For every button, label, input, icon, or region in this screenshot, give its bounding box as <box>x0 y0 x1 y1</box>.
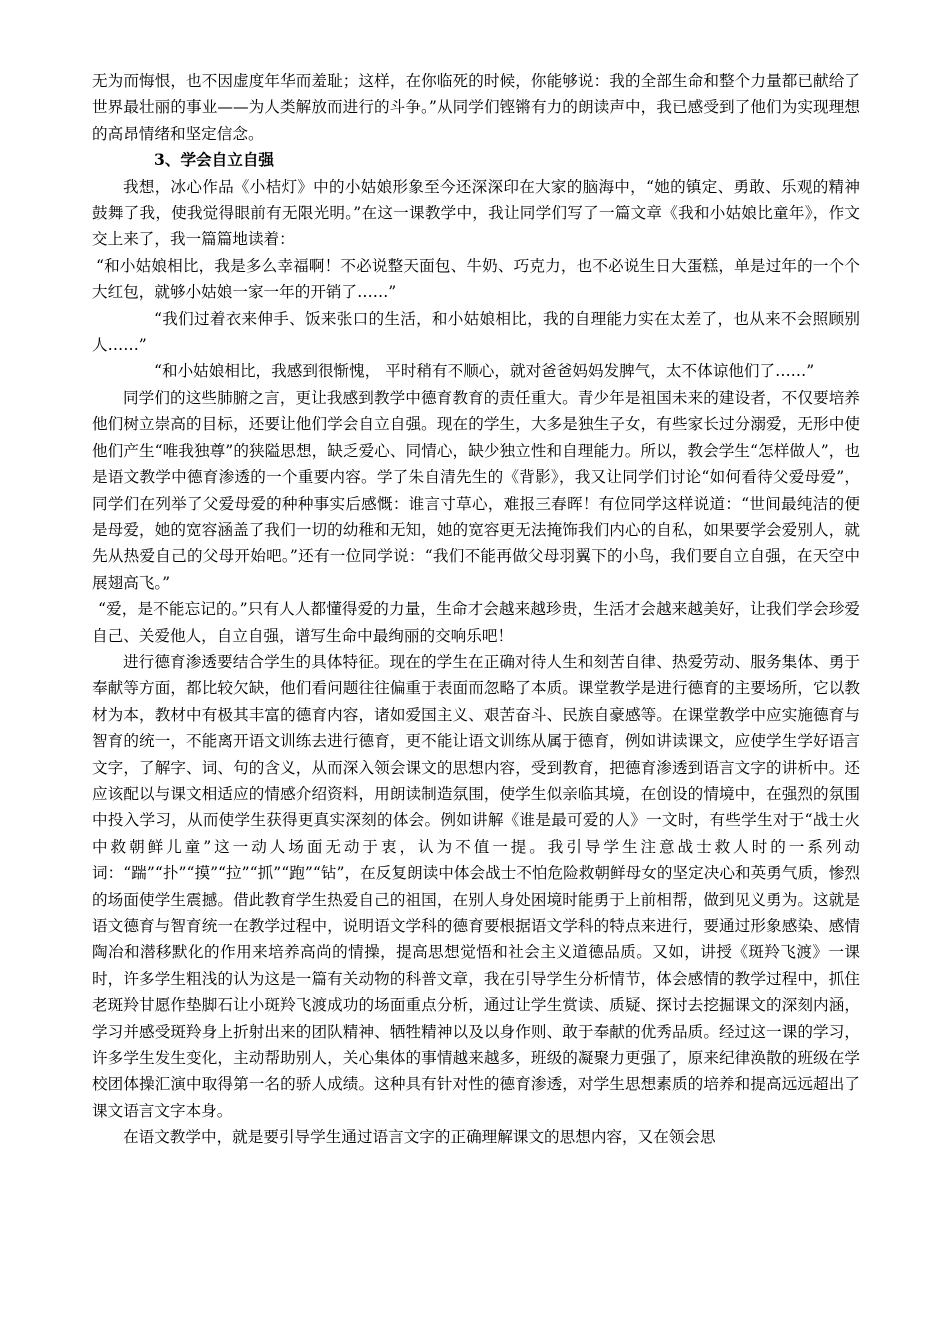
paragraph-quote-end: 无为而悔恨，也不因虚度年华而羞耻；这样，在你临死的时候，你能够说：我的全部生命和整个力量都已献给了世界最壮丽的事业——为人类解放而进行的斗争。”从同学们铿锵有力的朗读声中，我已感受到了他们为实现理想的高昂情绪和坚定信念。 <box>92 72 860 143</box>
student-quote-3: “和小姑娘相比，我感到很惭愧， 平时稍有不顺心，就对爸爸妈妈发脾气，太不体谅他们了……” <box>154 362 815 381</box>
student-quote-2: “我们过着衣来伸手、饭来张口的生活，和小姑娘相比，我的自理能力实在太差了，也从来不会照顾别人……” <box>92 309 860 355</box>
paragraph-reflection: 同学们的这些肺腑之言，更让我感到教学中德育教育的责任重大。青少年是祖国未来的建设者，不仅要培养他们树立崇高的目标，还要让他们学会自立自强。现在的学生，大多是独生子女，有些家长过分溺爱，无形中使他们产生“唯我独尊”的狭隘思想，缺乏爱心、同情心，缺少独立性和自理能力。所以，教会学生“怎样做人”，也是语文教学中德育渗透的一个重要内容。学了朱自清先生的《背影》，我又让同学们讨论“如何看待父爱母爱”，同学们在列举了父爱母爱的种种事实后感慨：谁言寸草心，难报三春晖！有位同学这样说道：“世间最纯洁的便是母爱，她的宽容涵盖了我们一切的幼稚和无知，她的宽容更无法掩饰我们内心的自私，如果要学会爱别人，就先从热爱自己的父母开始吧。”还有一位同学说：“我们不能再做父母羽翼下的小鸟，我们要自立自强，在天空中展翅高飞。” <box>92 388 860 592</box>
body-text <box>92 68 860 1151</box>
paragraph-closing: 在语文教学中，就是要引导学生通过语言文字的正确理解课文的思想内容，又在领会思 <box>123 1128 716 1147</box>
paragraph-moral-education: 进行德育渗透要结合学生的具体特征。现在的学生在正确对待人生和刻苦自律、热爱劳动、服务集体、勇于奉献等方面，都比较欠缺，他们看问题往往偏重于表面而忽略了本质。课堂教学是进行德育的主要场所，它以教材为本，教材中有极其丰富的德育内容，诸如爱国主义、艰苦奋斗、民族自豪感等。在课堂教学中应实施德育与智育的统一，不能离开语文训练去进行德育，更不能让语文训练从属于德育，例如讲读课文，应使学生学好语言文字，了解字、词、句的含义，从而深入领会课文的思想内容，受到教育，把德育渗透到语言文字的讲析中。还应该配以与课文相适应的情感介绍资料，用朗读制造氛围，使学生似亲临其境，在创设的情境中，在强烈的氛围中投入学习，从而使学生获得更真实深刻的体会。例如讲解《谁是最可爱的人》一文时，有些学生对于“战士火中救朝鲜儿童”这一动人场面无动于衷，认为不值一提。我引导学生注意战士救人时的一系列动词：“踹”“扑”“摸”“拉”“抓”“跑”“钻”，在反复朗读中体会战士不怕危险救朝鲜母女的坚定决心和英勇气质，惨烈的场面使学生震撼。借此教育学生热爱自己的祖国，在别人身处困境时能勇于上前相帮，做到见义勇为。这就是语文德育与智育统一在教学过程中，说明语文学科的德育要根据语文学科的特点来进行，要通过形象感染、感情陶冶和潜移默化的作用来培养高尚的情操，提高思想觉悟和社会主义道德品质。又如，讲授《斑羚飞渡》一课时，许多学生粗浅的认为这是一篇有关动物的科普文章，我在引导学生分析情节，体会感情的教学过程中，抓住老斑羚甘愿作垫脚石让小斑羚飞渡成功的场面重点分析，通过让学生赏读、质疑、探讨去挖掘课文的深刻内涵，学习并感受斑羚身上折射出来的团队精神、牺牲精神以及以身作则、敢于奉献的优秀品质。经过这一课的学习，许多学生发生变化，主动帮助别人，关心集体的事情越来越多，班级的凝聚力更强了，原来纪律涣散的班级在学校团体操汇演中取得第一名的骄人成绩。这种具有针对性的德育渗透，对学生思想素质的培养和提高远远超出了课文语言文字本身。 <box>92 652 860 1120</box>
section-heading: 3、学会自立自强 <box>154 150 275 170</box>
student-quote-1: “和小姑娘相比，我是多么幸福啊！不必说整天面包、牛奶、巧克力，也不必说生日大蛋糕，单是过年的一个个大红包，就够小姑娘一家一年的开销了……” <box>92 256 860 302</box>
paragraph-intro: 我想，冰心作品《小桔灯》中的小姑娘形象至今还深深印在大家的脑海中，“她的镇定、勇敢、乐观的精神鼓舞了我，使我觉得眼前有无限光明。”在这一课教学中，我让同学们写了一篇文章《我和小姑娘比童年》，作文交上来了，我一篇篇地读着： <box>92 177 860 249</box>
paragraph-love: “爱，是不能忘记的。”只有人人都懂得爱的力量，生命才会越来越珍贵，生活才会越来越美好，让我们学会珍爱自己、关爱他人，自立自强，谱写生命中最绚丽的交响乐吧！ <box>92 600 860 645</box>
